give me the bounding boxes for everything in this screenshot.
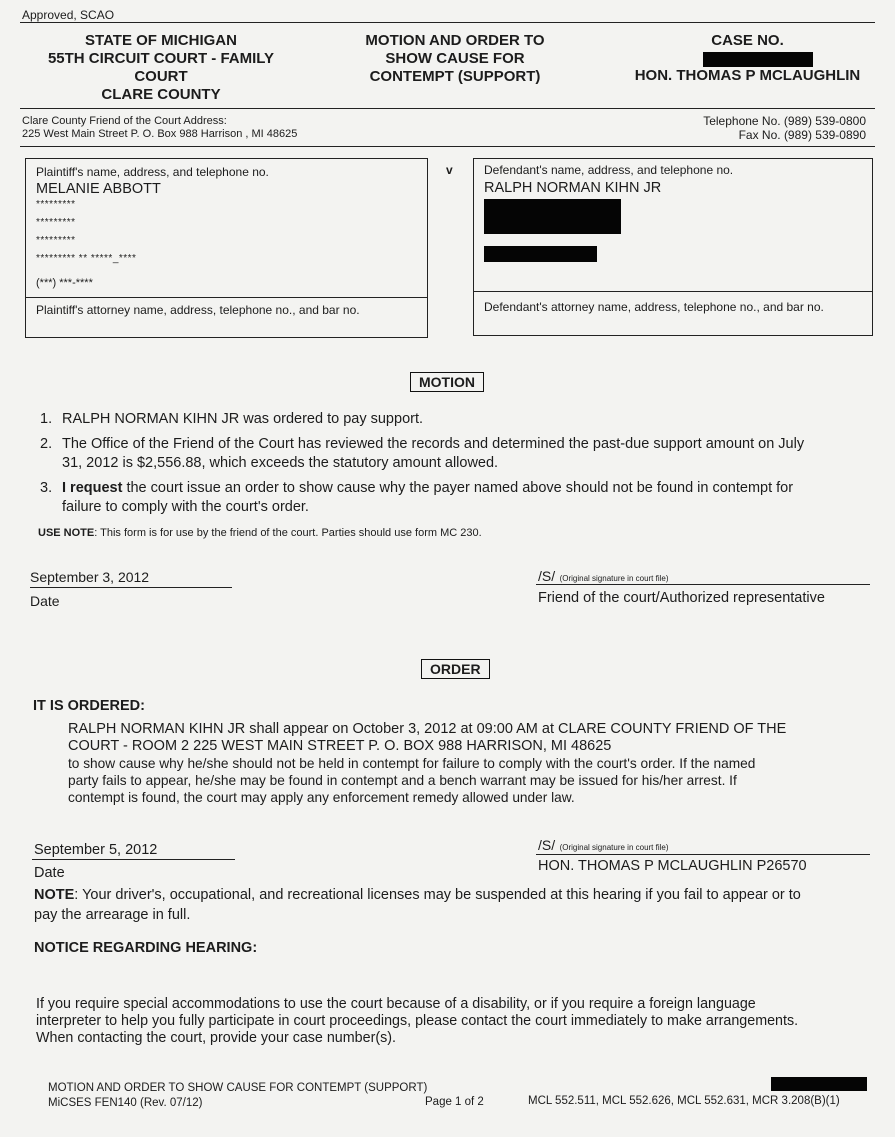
plaintiff-phone-masked: (***) ***-****	[36, 277, 93, 289]
accommodation-line: interpreter to help you fully participate in court proceedings, please contact the court immediately to make arrangements.	[36, 1013, 799, 1029]
footer-page-number: Page 1 of 2	[425, 1096, 484, 1108]
header-rule	[20, 108, 875, 109]
motion-date-line	[30, 587, 232, 588]
defendant-address-redaction	[484, 199, 621, 234]
motion-heading: MOTION	[410, 372, 484, 392]
note-label: NOTE	[34, 887, 75, 903]
order-date-label: Date	[34, 865, 65, 881]
foc-address: 225 West Main Street P. O. Box 988 Harrison , MI 48625	[22, 128, 298, 140]
defendant-label: Defendant's name, address, and telephone no.	[484, 163, 734, 177]
versus-marker: v	[446, 163, 453, 177]
motion-item-text: the court issue an order to show cause why the payer named above should not be found in contempt for	[122, 480, 794, 496]
court-line: 55TH CIRCUIT COURT - FAMILY	[47, 50, 275, 67]
order-line: RALPH NORMAN KIHN JR shall appear on October 3, 2012 at 09:00 AM at CLARE COUNTY FRIEND OF THE	[68, 721, 787, 737]
plaintiff-masked-line: *********	[36, 199, 76, 210]
address-rule	[20, 146, 875, 147]
order-signature-mark: /S/	[538, 837, 556, 853]
motion-date: September 3, 2012	[30, 569, 150, 585]
motion-date-label: Date	[30, 593, 60, 609]
approval-text: Approved, SCAO	[22, 8, 115, 22]
motion-signature-note: (Original signature in court file)	[559, 574, 669, 583]
order-date: September 5, 2012	[34, 842, 158, 858]
motion-item-text: The Office of the Friend of the Court has reviewed the records and determined the past-due support amount on July	[62, 436, 805, 452]
form-title-line: SHOW CAUSE FOR	[385, 50, 525, 67]
footer-form-title: MOTION AND ORDER TO SHOW CAUSE FOR CONTEMPT (SUPPORT)	[48, 1082, 428, 1094]
order-line: contempt is found, the court may apply any enforcement remedy allowed under law.	[68, 790, 575, 805]
footer-citations: MCL 552.511, MCL 552.626, MCL 552.631, MCR 3.208(B)(1)	[528, 1095, 840, 1107]
order-signature-line	[536, 854, 870, 855]
plaintiff-divider	[26, 297, 427, 298]
motion-signature-mark: /S/	[538, 568, 556, 584]
ordered-label: IT IS ORDERED:	[33, 698, 145, 714]
plaintiff-masked-line: ********* ** *****_****	[36, 253, 137, 264]
motion-item-text: RALPH NORMAN KIHN JR was ordered to pay support.	[62, 411, 424, 427]
court-line: STATE OF MICHIGAN	[85, 32, 237, 49]
use-note-text: : This form is for use by the friend of the court. Parties should use form MC 230.	[94, 527, 482, 539]
plaintiff-box	[25, 158, 428, 338]
court-line: COURT	[134, 68, 188, 85]
footer-redaction	[771, 1077, 867, 1091]
accommodation-notice	[36, 996, 881, 1047]
motion-request-emphasis: I request	[62, 480, 123, 496]
note-text: : Your driver's, occupational, and recreational licenses may be suspended at this hearing if you fail to appear or to	[74, 887, 801, 903]
defendant-attorney-label: Defendant's attorney name, address, telephone no., and bar no.	[484, 300, 824, 314]
motion-item-text: failure to comply with the court's order.	[62, 499, 309, 515]
motion-signature-line	[536, 584, 870, 585]
case-number-redaction	[703, 52, 813, 67]
accommodation-line: If you require special accommodations to use the court because of a disability, or if you require a foreign language	[36, 996, 756, 1012]
footer-form-id: MiCSES FEN140 (Rev. 07/12)	[48, 1097, 203, 1109]
court-line: CLARE COUNTY	[101, 86, 221, 103]
motion-item-number: 3.	[40, 480, 53, 496]
defendant-name: RALPH NORMAN KIHN JR	[484, 180, 662, 196]
foc-telephone: Telephone No. (989) 539-0800	[703, 114, 866, 128]
order-paragraph	[68, 721, 878, 806]
use-note-label: USE NOTE	[38, 527, 95, 539]
defendant-divider	[474, 291, 872, 292]
motion-item-number: 1.	[40, 411, 53, 427]
plaintiff-label: Plaintiff's name, address, and telephone no.	[36, 165, 269, 179]
plaintiff-masked-line: *********	[36, 217, 76, 228]
top-rule	[20, 22, 875, 23]
motion-item-text: 31, 2012 is $2,556.88, which exceeds the statutory amount allowed.	[62, 455, 499, 471]
order-line: COURT - ROOM 2 225 WEST MAIN STREET P. O. BOX 988 HARRISON, MI 48625	[68, 738, 612, 754]
judge-name: HON. THOMAS P MCLAUGHLIN	[634, 67, 861, 84]
order-line: party fails to appear, he/she may be found in contempt and a bench warrant may be issued for his/her arrest. If	[68, 773, 737, 788]
defendant-box	[473, 158, 873, 336]
court-name-block	[30, 32, 292, 104]
note-text: pay the arrearage in full.	[34, 907, 191, 923]
order-heading: ORDER	[421, 659, 490, 679]
use-note	[38, 527, 482, 539]
accommodation-line: When contacting the court, provide your case number(s).	[36, 1030, 396, 1046]
license-note	[34, 885, 874, 925]
plaintiff-attorney-label: Plaintiff's attorney name, address, telephone no., and bar no.	[36, 303, 360, 317]
foc-address-label: Clare County Friend of the Court Address:	[22, 115, 227, 127]
case-no-label: CASE NO.	[711, 32, 784, 49]
foc-fax: Fax No. (989) 539-0890	[738, 128, 866, 142]
order-date-line	[32, 859, 235, 860]
motion-item-number: 2.	[40, 436, 53, 452]
form-title-block	[330, 32, 580, 86]
plaintiff-masked-line: *********	[36, 235, 76, 246]
order-signature-note: (Original signature in court file)	[559, 843, 669, 852]
defendant-phone-redaction	[484, 246, 597, 262]
motion-signer: Friend of the court/Authorized representative	[538, 590, 825, 606]
order-line: to show cause why he/she should not be held in contempt for failure to comply with the court's order. If the named	[68, 756, 756, 771]
order-signer: HON. THOMAS P MCLAUGHLIN P26570	[538, 858, 807, 874]
plaintiff-name: MELANIE ABBOTT	[36, 181, 161, 197]
form-title-line: CONTEMPT (SUPPORT)	[369, 68, 541, 85]
order-signature	[538, 837, 669, 855]
form-title-line: MOTION AND ORDER TO	[365, 32, 545, 49]
notice-heading: NOTICE REGARDING HEARING:	[34, 940, 258, 956]
